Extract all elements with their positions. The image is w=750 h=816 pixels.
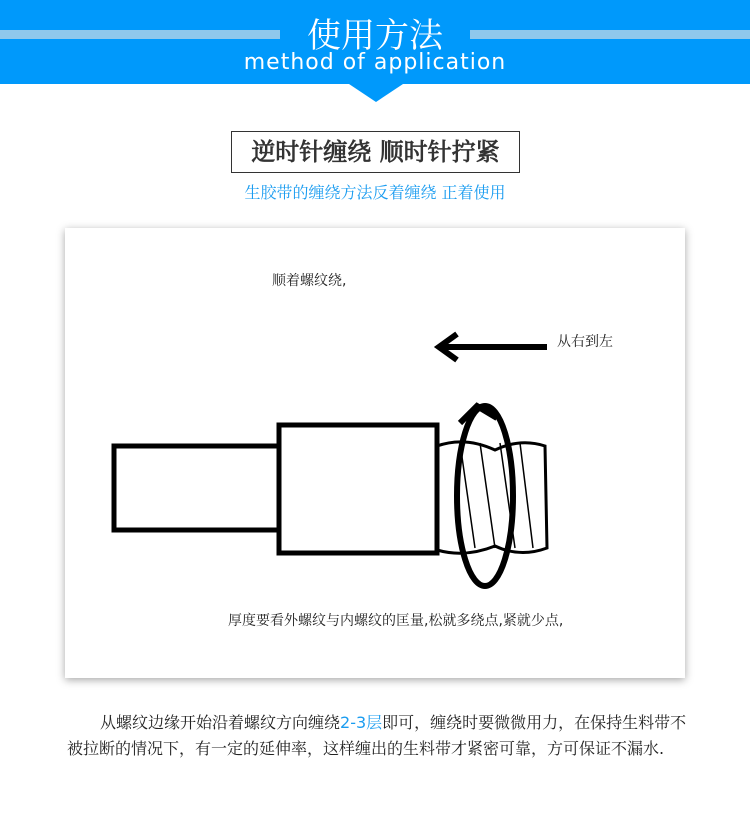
diagram-label-arrow: 从右到左 (557, 334, 613, 350)
headline: 逆时针缠绕 顺时针拧紧 (231, 131, 520, 173)
paragraph-text: 从螺纹边缘开始沿着螺纹方向缠绕 (100, 713, 341, 732)
instruction-paragraph (67, 710, 692, 762)
subheadline: 生胶带的缠绕方法反着缠绕 正着使用 (244, 183, 506, 202)
threaded-section (437, 442, 547, 553)
diagram-card (65, 228, 685, 678)
arrow-left-icon (439, 334, 547, 360)
section-subtitle: method of application (243, 50, 507, 75)
pipe-small-section (114, 446, 279, 530)
paragraph-text-cont: 即可，缠绕时要微微用力，在保持生料带不被拉断的情况下，有一定的延伸率，这样缠出的生料带才紧密可靠，方可保证不漏水. (67, 713, 687, 758)
diagram-label-bottom: 厚度要看外螺纹与内螺纹的匡量,松就多绕点,紧就少点, (228, 613, 564, 629)
rotation-arrow-icon (457, 406, 513, 586)
pipe-large-section (279, 425, 437, 553)
paragraph-highlight: 2-3层 (340, 713, 383, 732)
thread-diagram (65, 228, 685, 678)
header-notch (349, 84, 403, 102)
section-title: 使用方法 (307, 16, 443, 56)
diagram-label-top: 顺着螺纹绕, (272, 273, 347, 289)
header-banner (0, 0, 750, 84)
